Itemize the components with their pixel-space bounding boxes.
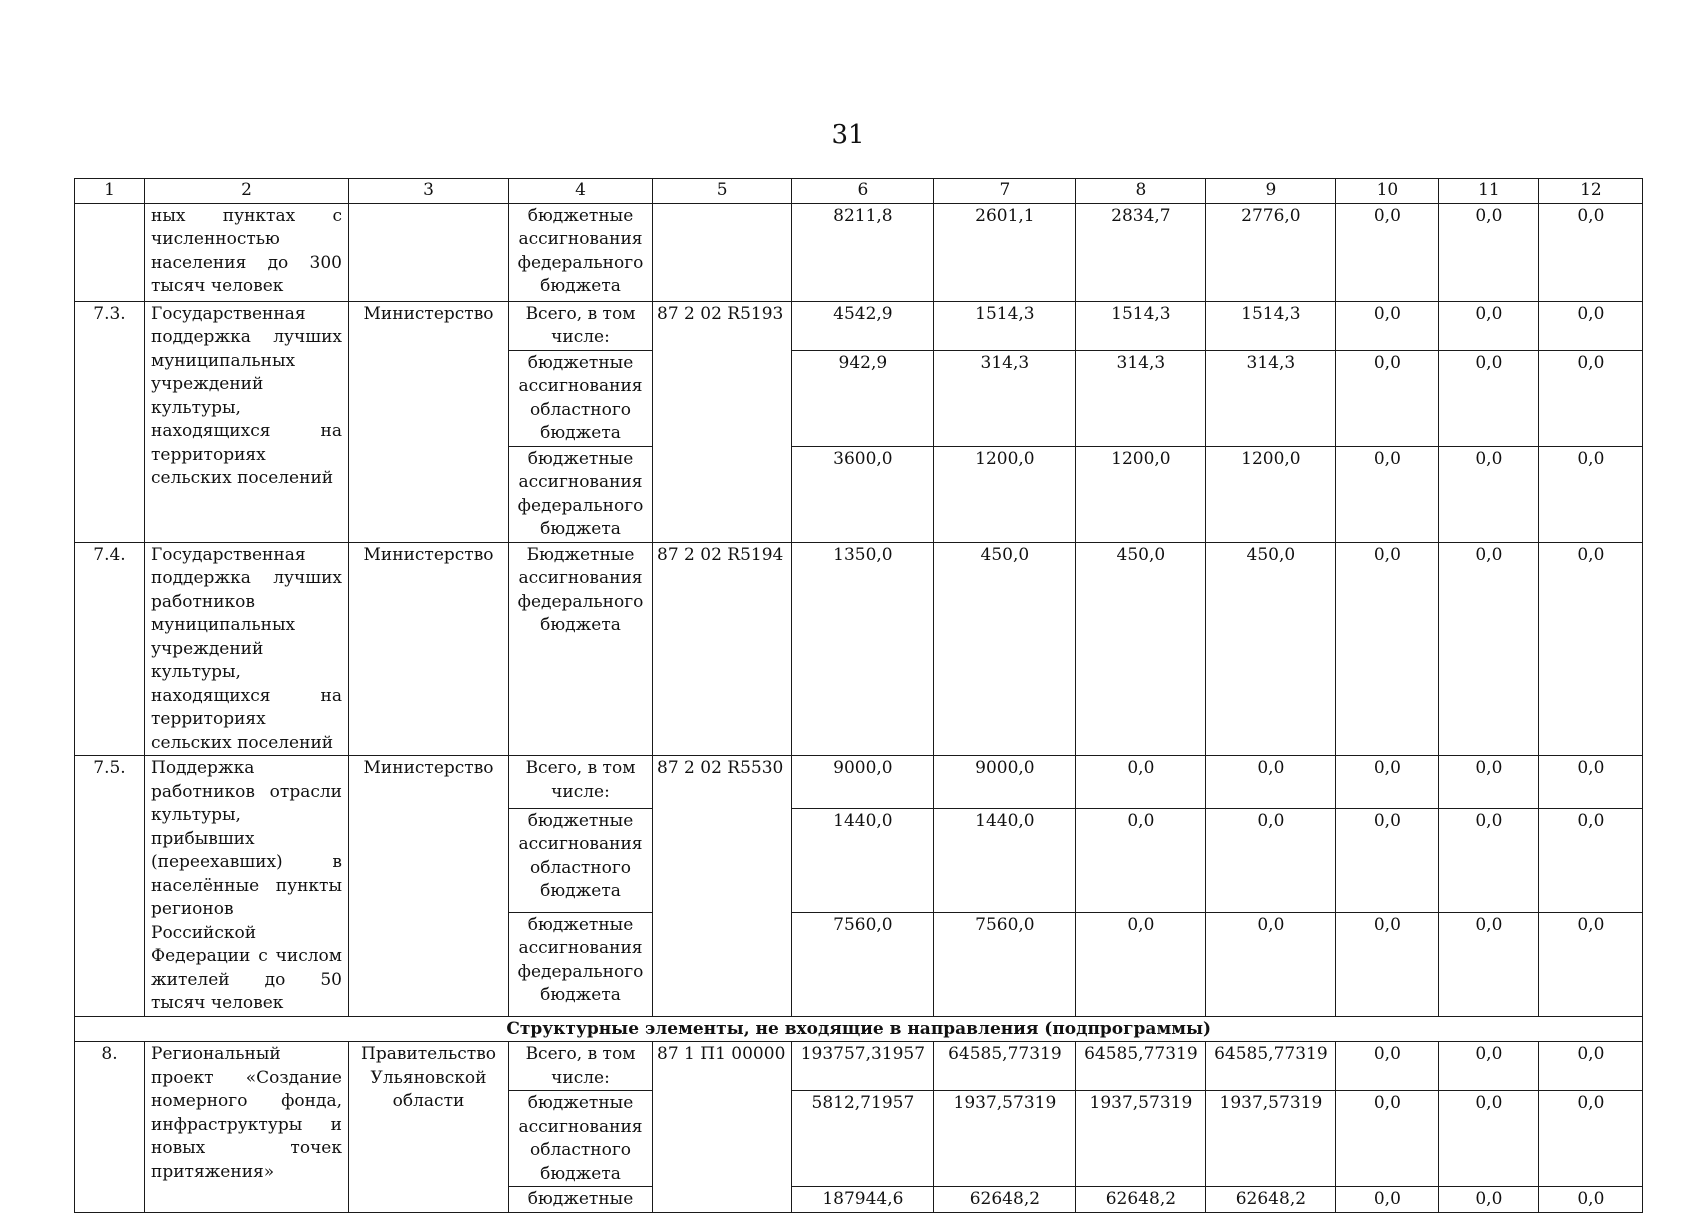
value-cell: 0,0 <box>1206 756 1336 809</box>
item-name: Государственная поддержка лучших работников муниципальных учреждений культуры, находящихся на территориях сельских поселений <box>145 542 349 756</box>
value-cell: 187944,6 <box>792 1187 934 1213</box>
col-header: 6 <box>792 179 934 204</box>
budget-code: 87 2 02 R5530 <box>653 756 792 1017</box>
value-cell: 4542,9 <box>792 301 934 350</box>
value-cell: 0,0 <box>1539 301 1643 350</box>
column-number-row <box>75 179 1643 204</box>
value-cell: 0,0 <box>1539 808 1643 912</box>
value-cell: 0,0 <box>1336 1091 1439 1187</box>
item-name: Поддержка работников отрасли культуры, прибывших (переехавших) в населённые пункты регионов Российской Федерации с числом жителей до 50 тысяч человек <box>145 756 349 1017</box>
value-cell: 0,0 <box>1206 912 1336 1016</box>
col-header: 9 <box>1206 179 1336 204</box>
item-name: Региональный проект «Создание номерного фонда, инфраструктуры и новых точек притяжения» <box>145 1042 349 1213</box>
table-row <box>75 203 1643 301</box>
value-cell: 0,0 <box>1439 808 1539 912</box>
executor: Министерство <box>349 301 509 542</box>
funding-source: бюджетные ассигнования областного бюджета <box>509 808 653 912</box>
value-cell: 1200,0 <box>934 446 1076 542</box>
section-heading-row <box>75 1016 1643 1042</box>
value-cell: 0,0 <box>1539 912 1643 1016</box>
value-cell: 64585,77319 <box>1206 1042 1336 1091</box>
value-cell: 1514,3 <box>934 301 1076 350</box>
value-cell: 0,0 <box>1336 808 1439 912</box>
executor: Министерство <box>349 542 509 756</box>
funding-source: бюджетные ассигнования федерального бюджета <box>509 912 653 1016</box>
value-cell: 64585,77319 <box>934 1042 1076 1091</box>
value-cell: 450,0 <box>1076 542 1206 756</box>
value-cell: 1937,57319 <box>1206 1091 1336 1187</box>
value-cell: 0,0 <box>1539 1091 1643 1187</box>
budget-table <box>74 178 1643 1213</box>
value-cell: 64585,77319 <box>1076 1042 1206 1091</box>
col-header: 11 <box>1439 179 1539 204</box>
value-cell: 0,0 <box>1336 542 1439 756</box>
budget-code <box>653 203 792 301</box>
value-cell: 0,0 <box>1076 912 1206 1016</box>
section-heading: Структурные элементы, не входящие в направления (подпрограммы) <box>75 1016 1643 1042</box>
col-header: 7 <box>934 179 1076 204</box>
value-cell: 1937,57319 <box>1076 1091 1206 1187</box>
value-cell: 450,0 <box>1206 542 1336 756</box>
value-cell: 7560,0 <box>934 912 1076 1016</box>
funding-source: бюджетные ассигнования федерального бюджета <box>509 203 653 301</box>
value-cell: 9000,0 <box>792 756 934 809</box>
value-cell: 0,0 <box>1076 756 1206 809</box>
value-cell: 1350,0 <box>792 542 934 756</box>
value-cell: 1440,0 <box>934 808 1076 912</box>
value-cell: 9000,0 <box>934 756 1076 809</box>
table-row <box>75 301 1643 350</box>
value-cell: 0,0 <box>1439 350 1539 446</box>
value-cell: 62648,2 <box>934 1187 1076 1213</box>
value-cell: 0,0 <box>1539 446 1643 542</box>
col-header: 2 <box>145 179 349 204</box>
item-number: 7.5. <box>75 756 145 1017</box>
value-cell: 0,0 <box>1336 756 1439 809</box>
value-cell: 1200,0 <box>1206 446 1336 542</box>
col-header: 12 <box>1539 179 1643 204</box>
value-cell: 0,0 <box>1439 446 1539 542</box>
value-cell: 3600,0 <box>792 446 934 542</box>
executor: Министерство <box>349 756 509 1017</box>
item-number: 7.4. <box>75 542 145 756</box>
value-cell: 7560,0 <box>792 912 934 1016</box>
value-cell: 0,0 <box>1439 912 1539 1016</box>
col-header: 4 <box>509 179 653 204</box>
value-cell: 2834,7 <box>1076 203 1206 301</box>
value-cell: 0,0 <box>1439 203 1539 301</box>
value-cell: 0,0 <box>1539 756 1643 809</box>
value-cell: 0,0 <box>1539 1042 1643 1091</box>
value-cell: 0,0 <box>1439 301 1539 350</box>
item-name: Государственная поддержка лучших муниципальных учреждений культуры, находящихся на территориях сельских поселений <box>145 301 349 542</box>
value-cell: 2776,0 <box>1206 203 1336 301</box>
value-cell: 5812,71957 <box>792 1091 934 1187</box>
value-cell: 314,3 <box>1076 350 1206 446</box>
item-name: ных пунктах с численностью населения до 300 тысяч человек <box>145 203 349 301</box>
value-cell: 193757,31957 <box>792 1042 934 1091</box>
budget-code: 87 2 02 R5193 <box>653 301 792 542</box>
value-cell: 0,0 <box>1336 203 1439 301</box>
value-cell: 450,0 <box>934 542 1076 756</box>
funding-source: бюджетные ассигнования областного бюджета <box>509 1091 653 1187</box>
col-header: 10 <box>1336 179 1439 204</box>
col-header: 1 <box>75 179 145 204</box>
table-row <box>75 756 1643 809</box>
col-header: 8 <box>1076 179 1206 204</box>
value-cell: 62648,2 <box>1076 1187 1206 1213</box>
value-cell: 0,0 <box>1539 1187 1643 1213</box>
value-cell: 0,0 <box>1439 756 1539 809</box>
value-cell: 8211,8 <box>792 203 934 301</box>
value-cell: 0,0 <box>1539 203 1643 301</box>
funding-source: бюджетные <box>509 1187 653 1213</box>
value-cell: 0,0 <box>1336 301 1439 350</box>
value-cell: 1440,0 <box>792 808 934 912</box>
budget-code: 87 1 П1 00000 <box>653 1042 792 1213</box>
value-cell: 1200,0 <box>1076 446 1206 542</box>
table-row <box>75 1042 1643 1091</box>
funding-source: бюджетные ассигнования областного бюджета <box>509 350 653 446</box>
page-number: 31 <box>831 120 865 150</box>
value-cell: 0,0 <box>1336 1042 1439 1091</box>
executor <box>349 203 509 301</box>
value-cell: 0,0 <box>1439 1042 1539 1091</box>
value-cell: 942,9 <box>792 350 934 446</box>
value-cell: 0,0 <box>1336 1187 1439 1213</box>
table-row <box>75 542 1643 756</box>
value-cell: 314,3 <box>934 350 1076 446</box>
funding-source: Всего, в том числе: <box>509 1042 653 1091</box>
item-number <box>75 203 145 301</box>
value-cell: 1514,3 <box>1076 301 1206 350</box>
col-header: 5 <box>653 179 792 204</box>
executor: Правительство Ульяновской области <box>349 1042 509 1213</box>
value-cell: 0,0 <box>1076 808 1206 912</box>
funding-source: Бюджетные ассигнования федерального бюджета <box>509 542 653 756</box>
funding-source: Всего, в том числе: <box>509 301 653 350</box>
value-cell: 0,0 <box>1539 542 1643 756</box>
value-cell: 314,3 <box>1206 350 1336 446</box>
value-cell: 0,0 <box>1336 912 1439 1016</box>
value-cell: 62648,2 <box>1206 1187 1336 1213</box>
col-header: 3 <box>349 179 509 204</box>
funding-source: бюджетные ассигнования федерального бюджета <box>509 446 653 542</box>
value-cell: 0,0 <box>1439 1187 1539 1213</box>
value-cell: 0,0 <box>1439 1091 1539 1187</box>
value-cell: 0,0 <box>1336 446 1439 542</box>
item-number: 7.3. <box>75 301 145 542</box>
value-cell: 1514,3 <box>1206 301 1336 350</box>
item-number: 8. <box>75 1042 145 1213</box>
value-cell: 0,0 <box>1336 350 1439 446</box>
value-cell: 0,0 <box>1439 542 1539 756</box>
value-cell: 0,0 <box>1206 808 1336 912</box>
funding-source: Всего, в том числе: <box>509 756 653 809</box>
value-cell: 2601,1 <box>934 203 1076 301</box>
value-cell: 1937,57319 <box>934 1091 1076 1187</box>
value-cell: 0,0 <box>1539 350 1643 446</box>
budget-code: 87 2 02 R5194 <box>653 542 792 756</box>
